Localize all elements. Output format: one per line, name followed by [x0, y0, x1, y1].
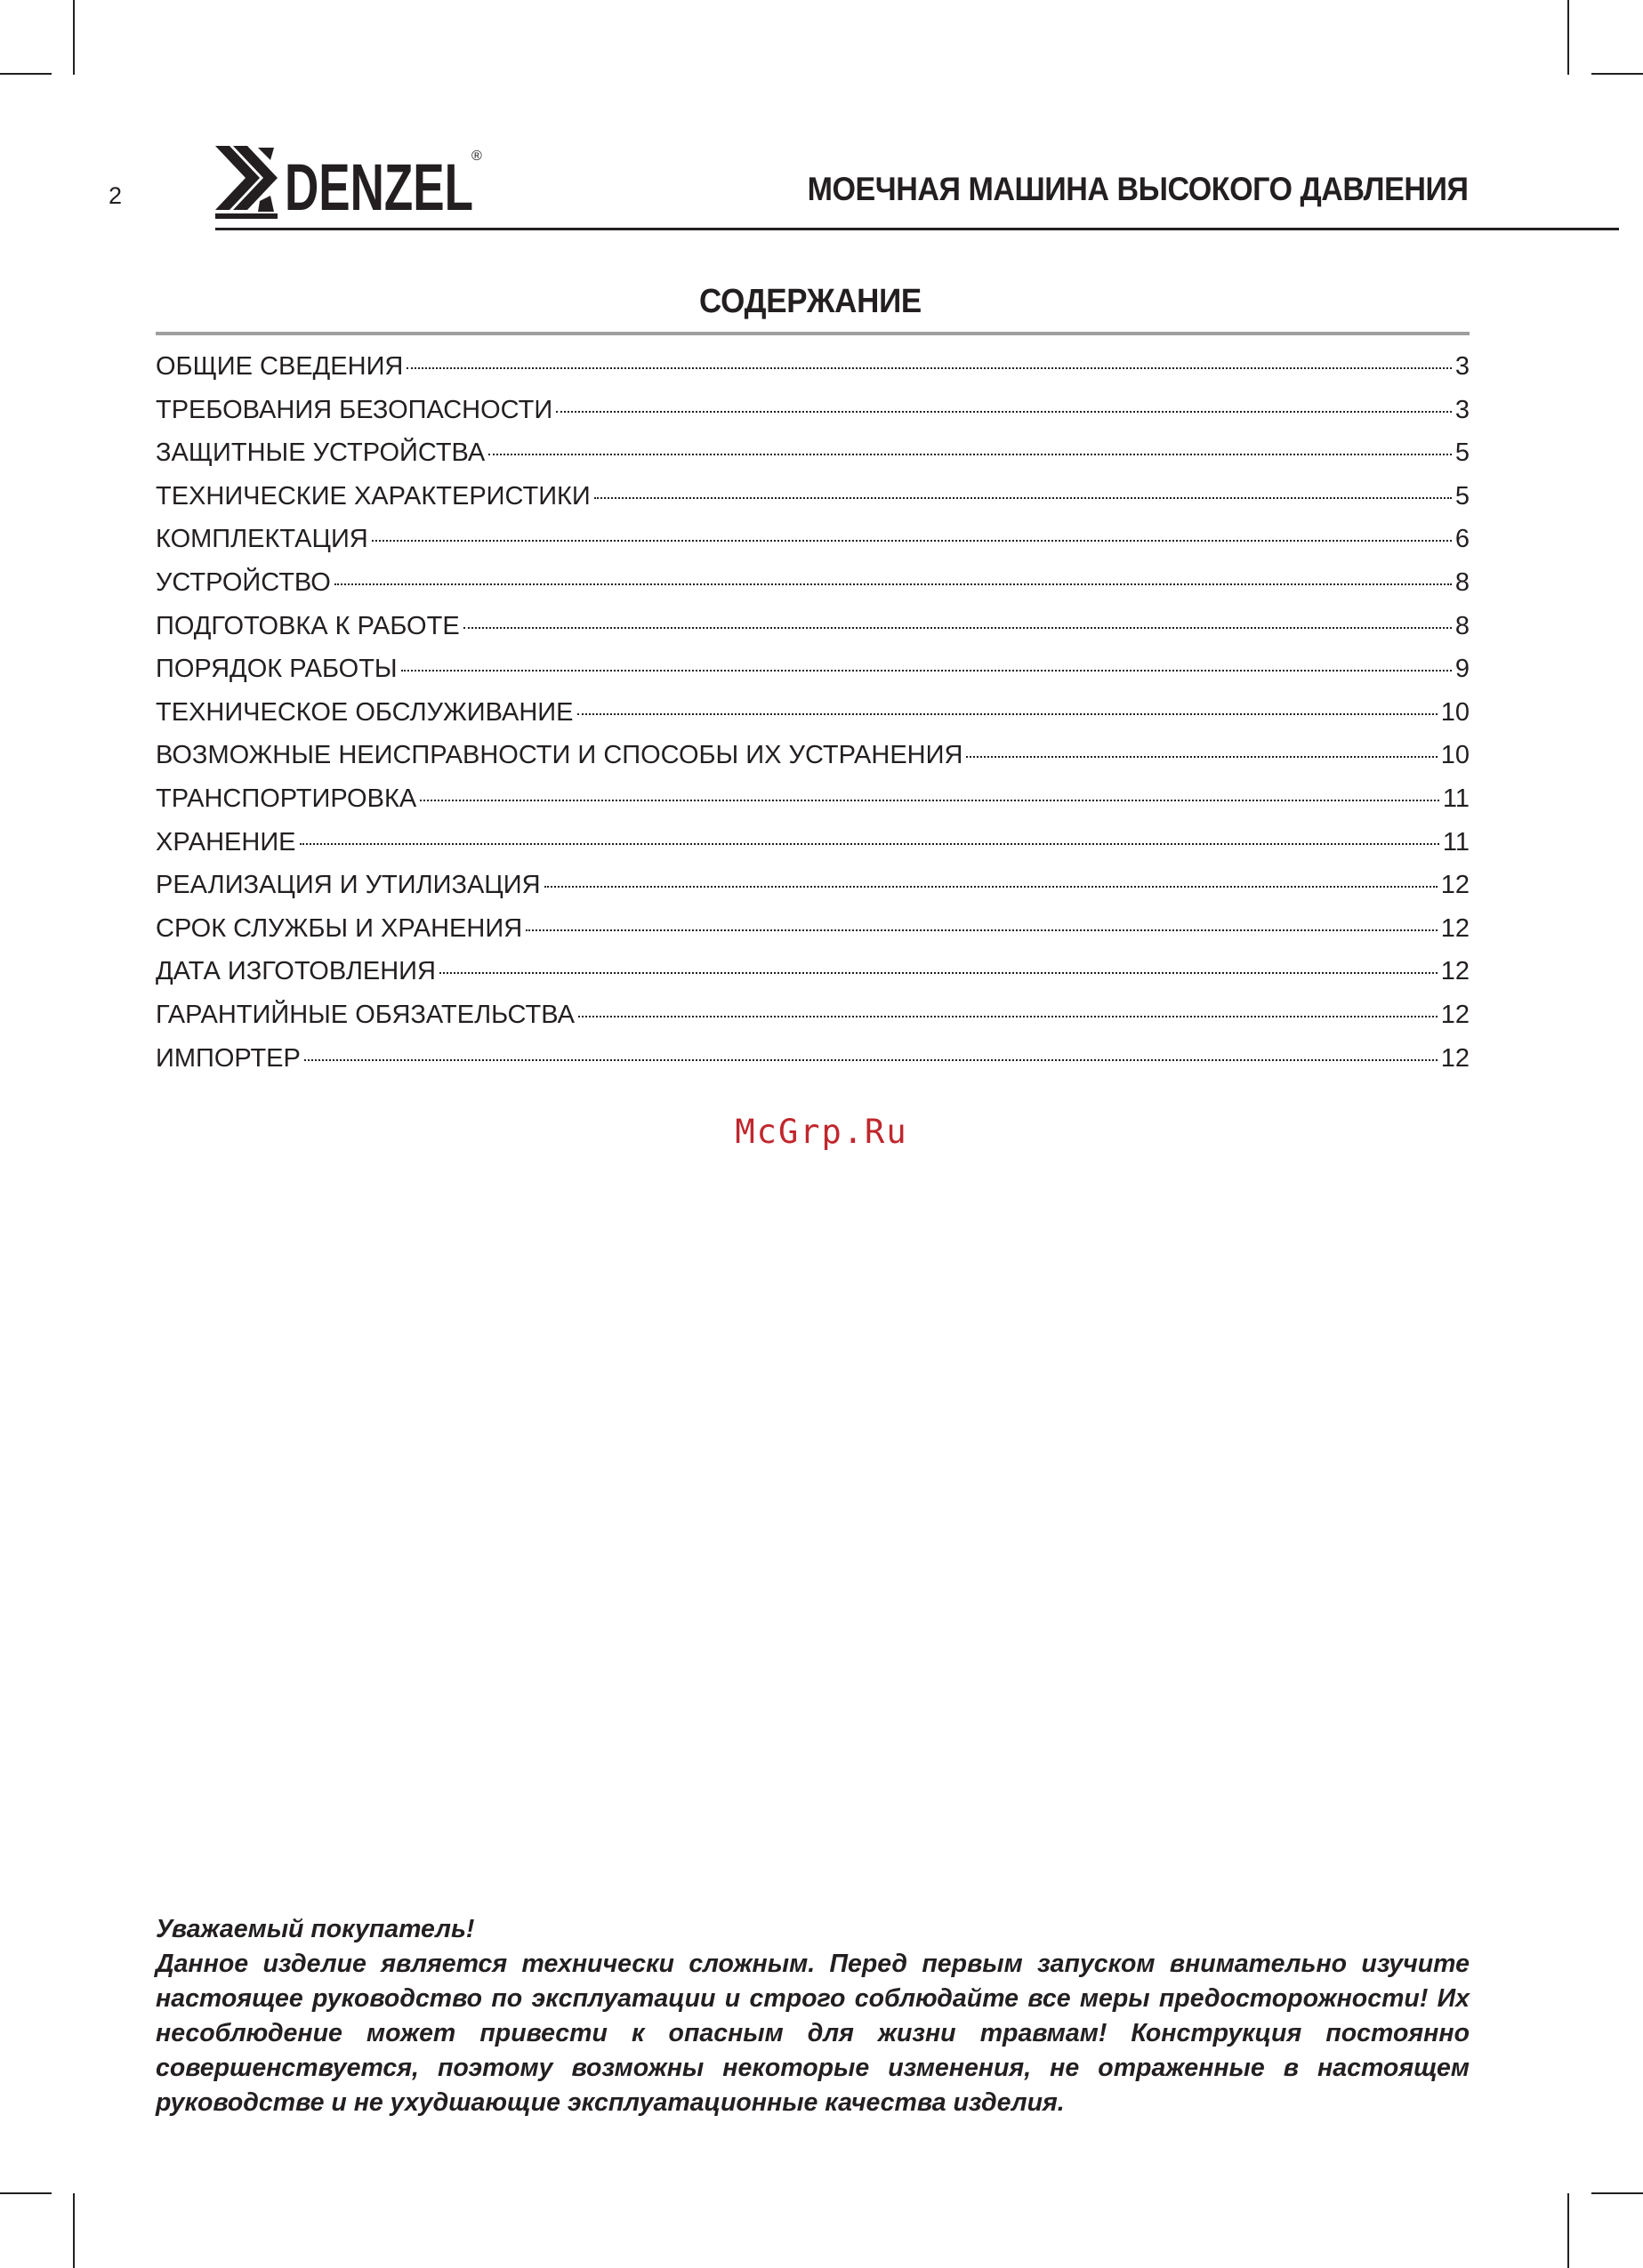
header-title: МОЕЧНАЯ МАШИНА ВЫСОКОГО ДАВЛЕНИЯ — [807, 171, 1468, 207]
toc-leader-dots — [594, 497, 1452, 499]
page-number: 2 — [109, 182, 123, 209]
toc-item-warranty[interactable] — [156, 1001, 1470, 1044]
toc-leader-dots — [401, 670, 1452, 672]
toc-leader-dots — [488, 454, 1452, 455]
watermark-text: McGrp.Ru — [735, 1113, 908, 1151]
toc-item-service-life[interactable] — [156, 914, 1470, 958]
toc-item-label: ЗАЩИТНЫЕ УСТРОЙСТВА — [156, 438, 486, 468]
toc-item-troubleshooting[interactable] — [156, 741, 1470, 784]
toc-list — [156, 352, 1470, 1087]
toc-item-label: СРОК СЛУЖБЫ И ХРАНЕНИЯ — [156, 913, 523, 943]
toc-leader-dots — [372, 540, 1452, 542]
toc-title: СОДЕРЖАНИЕ — [699, 283, 922, 320]
toc-item-page: 11 — [1442, 784, 1470, 813]
toc-item-maintenance[interactable] — [156, 698, 1470, 742]
toc-item-page: 5 — [1454, 438, 1470, 468]
toc-item-operation[interactable] — [156, 655, 1470, 698]
toc-item-label: ОБЩИЕ СВЕДЕНИЯ — [156, 352, 404, 381]
logo-emblem — [215, 146, 278, 219]
toc-item-label: ГАРАНТИЙНЫЕ ОБЯЗАТЕЛЬСТВА — [156, 1000, 575, 1029]
toc-leader-dots — [463, 627, 1452, 629]
toc-leader-dots — [407, 367, 1451, 369]
toc-leader-dots — [334, 583, 1452, 585]
toc-item-page: 5 — [1454, 481, 1470, 511]
toc-item-page: 8 — [1454, 611, 1470, 640]
crop-mark — [0, 73, 52, 75]
toc-leader-dots — [578, 1016, 1438, 1017]
toc-item-label: ДАТА ИЗГОТОВЛЕНИЯ — [156, 957, 436, 986]
toc-item-design[interactable] — [156, 568, 1470, 612]
toc-item-specifications[interactable] — [156, 482, 1470, 526]
toc-item-page: 11 — [1442, 827, 1470, 857]
toc-leader-dots — [439, 972, 1438, 974]
toc-item-transportation[interactable] — [156, 784, 1470, 828]
header-divider — [215, 228, 1619, 230]
toc-leader-dots — [526, 929, 1438, 931]
toc-leader-dots — [577, 713, 1438, 715]
notice-body: Данное изделие является технически сложным. Перед первым запуском внимательно изучите настоящее руководство по эксплуатации и строго соблюдайте все меры предосторожности! Их несоблюдение может привести к опасным для жизни травмам! Конструкция постоянно совершенствуется, поэтому возможны некоторые изменения, не отраженные в настоящем руководстве и не ухудшающие эксплуатационные качества изделия. — [156, 1950, 1470, 2117]
toc-item-page: 10 — [1440, 741, 1470, 770]
toc-divider — [156, 332, 1470, 335]
notice-greeting: Уважаемый покупатель! — [156, 1915, 475, 1943]
toc-item-storage[interactable] — [156, 828, 1470, 872]
toc-item-label: ИМПОРТЕР — [156, 1043, 301, 1073]
toc-item-page: 6 — [1454, 525, 1470, 554]
toc-item-label: ПОДГОТОВКА К РАБОТЕ — [156, 611, 460, 640]
customer-notice — [156, 1912, 1470, 2120]
toc-item-label: ПОРЯДОК РАБОТЫ — [156, 655, 398, 684]
toc-item-package-contents[interactable] — [156, 525, 1470, 568]
toc-leader-dots — [556, 411, 1452, 413]
toc-item-label: ВОЗМОЖНЫЕ НЕИСПРАВНОСТИ И СПОСОБЫ ИХ УСТРАНЕНИЯ — [156, 741, 963, 770]
crop-mark — [1591, 2192, 1643, 2194]
toc-item-sale-disposal[interactable] — [156, 871, 1470, 914]
toc-item-page: 12 — [1440, 957, 1470, 986]
logo-registered-mark: ® — [471, 149, 482, 164]
toc-item-preparation[interactable] — [156, 612, 1470, 655]
crop-mark — [1567, 2193, 1569, 2268]
toc-leader-dots — [544, 886, 1438, 888]
toc-item-page: 3 — [1454, 395, 1470, 424]
toc-item-page: 12 — [1440, 1043, 1470, 1073]
toc-leader-dots — [300, 843, 1439, 845]
toc-leader-dots — [304, 1059, 1438, 1061]
toc-item-label: ТРЕБОВАНИЯ БЕЗОПАСНОСТИ — [156, 395, 553, 424]
toc-item-label: УСТРОЙСТВО — [156, 567, 331, 597]
crop-mark — [1567, 0, 1569, 75]
toc-item-page: 12 — [1440, 871, 1470, 900]
toc-item-safety-requirements[interactable] — [156, 396, 1470, 439]
toc-item-label: ТЕХНИЧЕСКИЕ ХАРАКТЕРИСТИКИ — [156, 481, 591, 511]
toc-item-page: 10 — [1440, 697, 1470, 727]
toc-item-importer[interactable] — [156, 1044, 1470, 1088]
toc-item-page: 12 — [1440, 913, 1470, 943]
toc-item-label: РЕАЛИЗАЦИЯ И УТИЛИЗАЦИЯ — [156, 871, 541, 900]
toc-item-label: КОМПЛЕКТАЦИЯ — [156, 525, 368, 554]
toc-item-label: ТРАНСПОРТИРОВКА — [156, 784, 417, 813]
toc-leader-dots — [966, 756, 1437, 758]
logo-wordmark: DENZEL — [285, 150, 473, 224]
toc-item-page: 9 — [1454, 655, 1470, 684]
crop-mark — [73, 2193, 75, 2268]
crop-mark — [0, 2192, 52, 2194]
toc-item-protective-devices[interactable] — [156, 438, 1470, 482]
crop-mark — [1591, 73, 1643, 75]
toc-item-label: ТЕХНИЧЕСКОЕ ОБСЛУЖИВАНИЕ — [156, 697, 574, 727]
denzel-logo-icon — [215, 142, 482, 224]
toc-item-label: ХРАНЕНИЕ — [156, 827, 296, 857]
toc-item-manufacture-date[interactable] — [156, 957, 1470, 1001]
toc-item-page: 8 — [1454, 567, 1470, 597]
toc-item-page: 3 — [1454, 352, 1470, 381]
toc-item-general-info[interactable] — [156, 352, 1470, 396]
toc-leader-dots — [420, 800, 1439, 801]
toc-item-page: 12 — [1440, 1000, 1470, 1029]
crop-mark — [73, 0, 75, 75]
